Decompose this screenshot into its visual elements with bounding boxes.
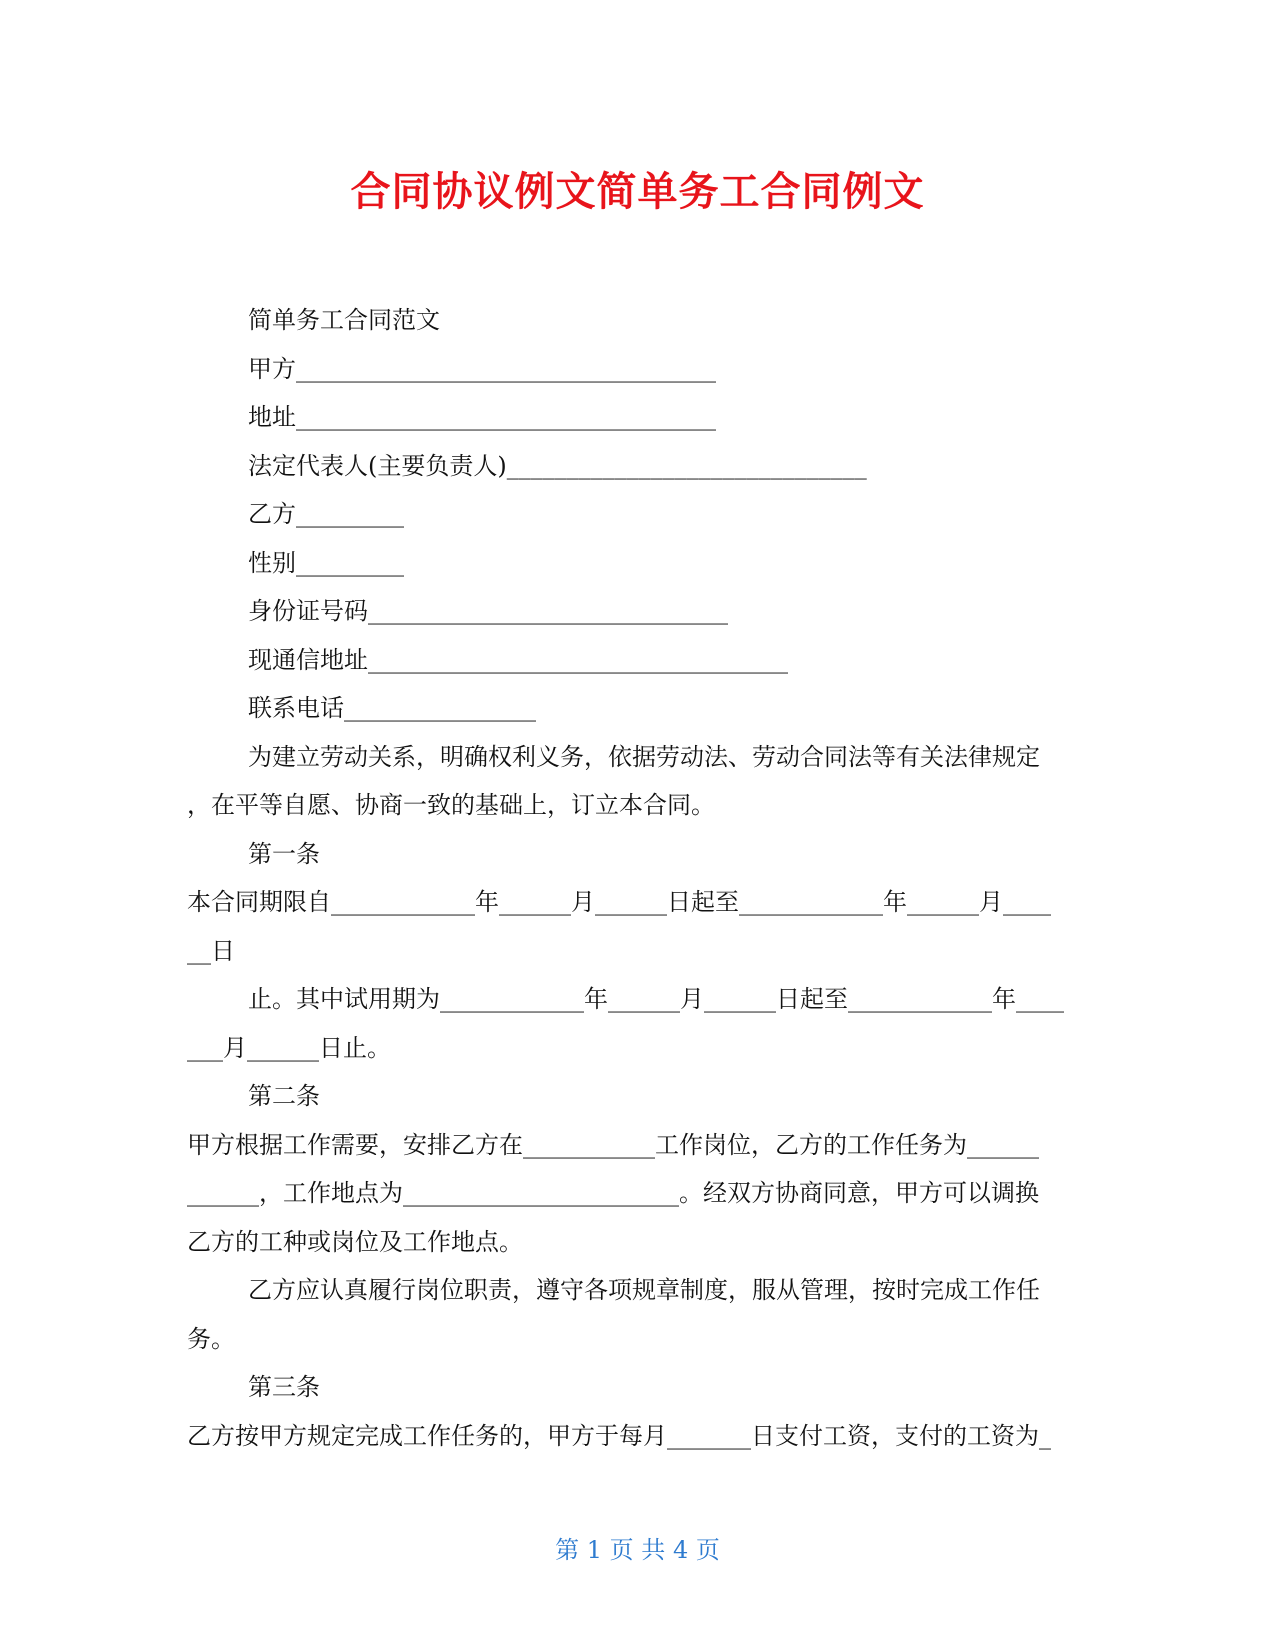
article-2-heading: 第二条 — [248, 1082, 320, 1110]
party-a-field: 甲方___________________________________ — [248, 354, 716, 383]
article-2-line-1: 甲方根据工作需要，安排乙方在___________工作岗位，乙方的工作任务为______ — [187, 1130, 1039, 1159]
doc-subtitle: 简单务工合同范文 — [248, 306, 440, 334]
article-1-heading: 第一条 — [248, 839, 320, 868]
article-2-line-5: 务。 — [187, 1324, 235, 1353]
article-1-line-1: 本合同期限自____________年______月______日起至____________年______月____ — [187, 888, 1051, 916]
article-1-line-2: __日 — [187, 936, 235, 965]
page-number-footer: 第 1 页 共 4 页 — [555, 1536, 720, 1564]
legal-representative-field: 法定代表人(主要负责人)______________________________ — [248, 451, 867, 480]
preamble-line-1: 为建立劳动关系，明确权利义务，依据劳动法、劳动合同法等有关法律规定 — [248, 742, 1040, 771]
article-2-line-3: 乙方的工种或岗位及工作地点。 — [187, 1227, 523, 1256]
article-1-line-4: ___月______日止。 — [187, 1033, 391, 1062]
party-b-field: 乙方_________ — [248, 500, 404, 528]
phone-field: 联系电话________________ — [248, 694, 536, 722]
id-number-field: 身份证号码______________________________ — [248, 597, 728, 625]
address-field: 地址___________________________________ — [248, 403, 716, 431]
document-title: 合同协议例文简单务工合同例文 — [350, 169, 925, 215]
article-1-line-3: 止。其中试用期为____________年______月______日起至____________年____ — [248, 985, 1064, 1013]
article-2-line-4: 乙方应认真履行岗位职责，遵守各项规章制度，服从管理，按时完成工作任 — [248, 1276, 1040, 1304]
preamble-line-2: ，在平等自愿、协商一致的基础上，订立本合同。 — [187, 791, 715, 819]
article-3-line-1: 乙方按甲方规定完成工作任务的，甲方于每月_______日支付工资，支付的工资为_ — [187, 1421, 1051, 1450]
mailing-address-field: 现通信地址___________________________________ — [248, 645, 788, 674]
gender-field: 性别_________ — [248, 548, 404, 577]
document-body — [187, 296, 1087, 1460]
article-3-heading: 第三条 — [248, 1373, 320, 1401]
article-2-line-2: ______，工作地点为_______________________。经双方协商同意，甲方可以调换 — [187, 1179, 1039, 1207]
